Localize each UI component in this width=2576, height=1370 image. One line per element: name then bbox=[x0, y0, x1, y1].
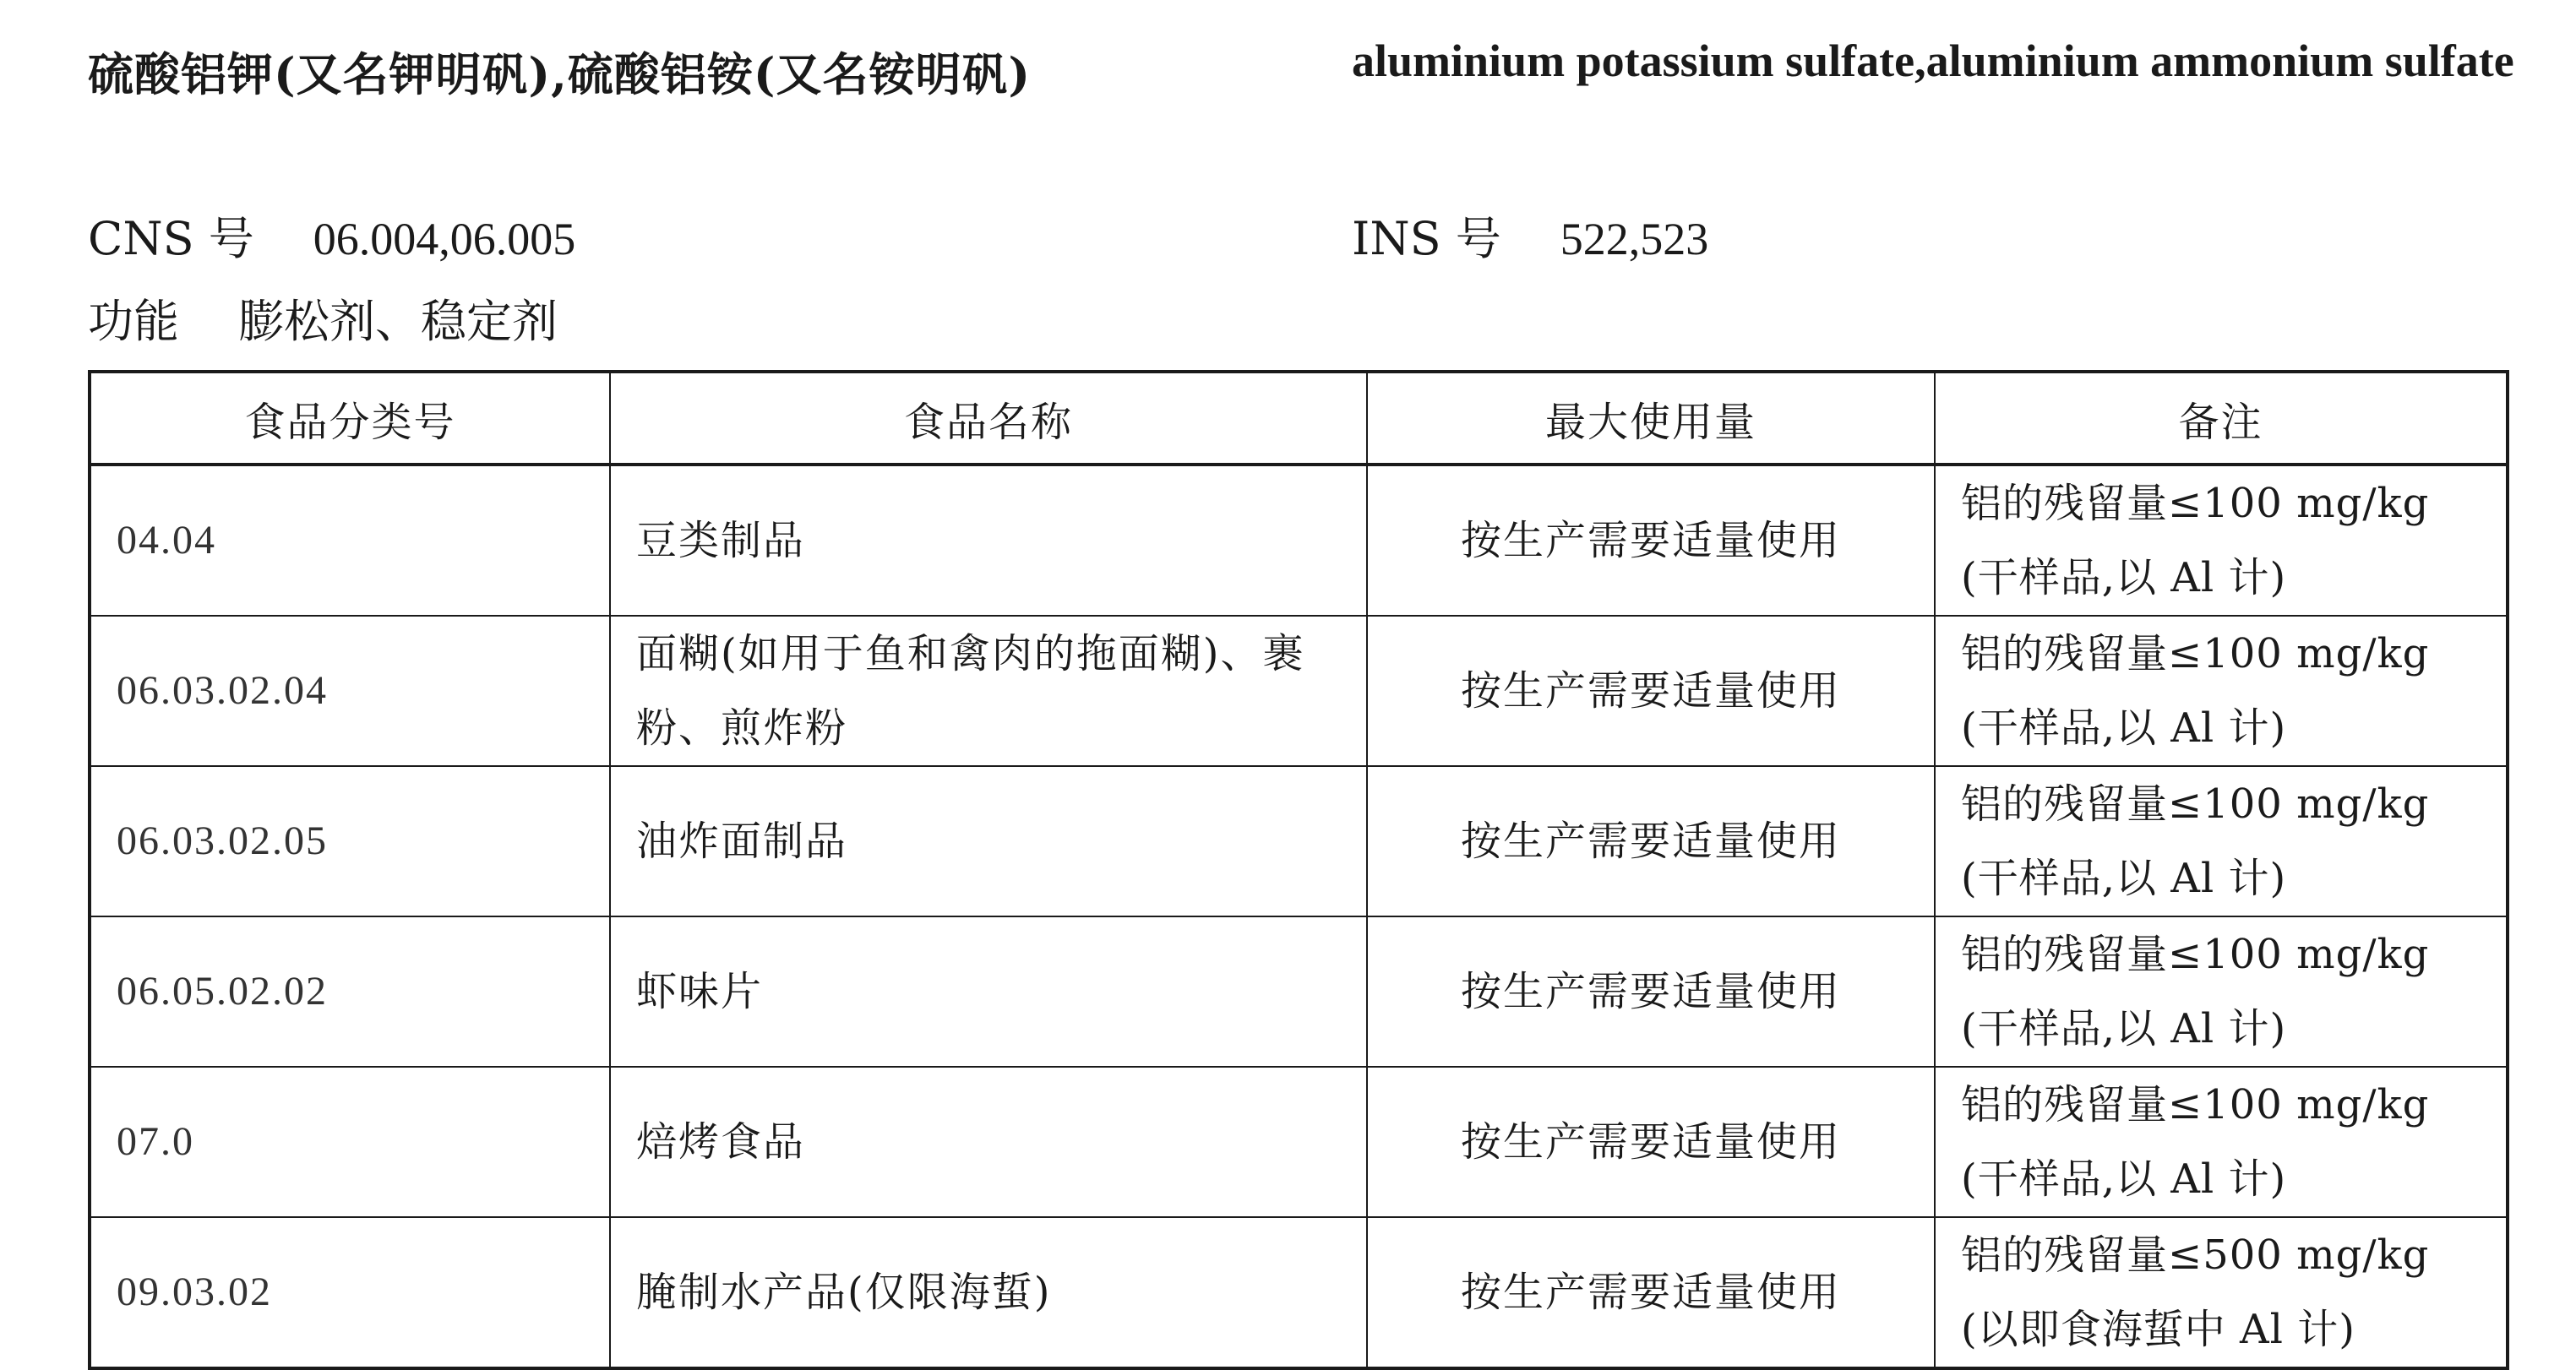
food-name: 焙烤食品 bbox=[610, 1067, 1367, 1217]
column-header-amount: 最大使用量 bbox=[1367, 372, 1935, 465]
note bbox=[1935, 916, 2508, 1067]
max-usage: 按生产需要适量使用 bbox=[1367, 616, 1935, 766]
food-category-code: 06.03.02.04 bbox=[90, 616, 610, 766]
max-usage: 按生产需要适量使用 bbox=[1367, 465, 1935, 616]
note bbox=[1935, 1217, 2508, 1368]
ins-number bbox=[1352, 203, 1708, 268]
table-row bbox=[90, 766, 2508, 916]
note-line-1: 铝的残留量≤100 mg/kg bbox=[1961, 931, 2430, 978]
note-line-2: (干样品,以 Al 计) bbox=[1961, 855, 2287, 902]
table-row bbox=[90, 916, 2508, 1067]
chinese-title: 硫酸铝钾(又名钾明矾),硫酸铝铵(又名铵明矾) bbox=[88, 47, 1031, 101]
column-header-code: 食品分类号 bbox=[90, 372, 610, 465]
function-value: 膨松剂、稳定剂 bbox=[238, 295, 558, 348]
note-line-2: (以即食海蜇中 Al 计) bbox=[1961, 1306, 2355, 1353]
function-line bbox=[88, 285, 558, 351]
note-line-2: (干样品,以 Al 计) bbox=[1961, 704, 2287, 752]
note-line-1: 铝的残留量≤100 mg/kg bbox=[1961, 780, 2430, 828]
note-line-2: (干样品,以 Al 计) bbox=[1961, 1155, 2287, 1203]
max-usage: 按生产需要适量使用 bbox=[1367, 1067, 1935, 1217]
food-category-code: 06.03.02.05 bbox=[90, 766, 610, 916]
note bbox=[1935, 616, 2508, 766]
food-category-code: 06.05.02.02 bbox=[90, 916, 610, 1067]
food-name: 腌制水产品(仅限海蜇) bbox=[610, 1217, 1367, 1368]
note-line-1: 铝的残留量≤100 mg/kg bbox=[1961, 480, 2430, 527]
cns-number bbox=[88, 203, 575, 268]
food-name: 虾味片 bbox=[610, 916, 1367, 1067]
note bbox=[1935, 766, 2508, 916]
food-category-code: 07.0 bbox=[90, 1067, 610, 1217]
column-header-note: 备注 bbox=[1935, 372, 2508, 465]
table-row bbox=[90, 465, 2508, 616]
cns-value: 06.004,06.005 bbox=[313, 214, 576, 264]
food-category-code: 09.03.02 bbox=[90, 1217, 610, 1368]
function-label: 功能 bbox=[88, 295, 179, 348]
table-header-row bbox=[90, 372, 2508, 465]
note-line-1: 铝的残留量≤100 mg/kg bbox=[1961, 630, 2430, 677]
food-name: 豆类制品 bbox=[610, 465, 1367, 616]
note-line-2: (干样品,以 Al 计) bbox=[1961, 1005, 2287, 1052]
column-header-name: 食品名称 bbox=[610, 372, 1367, 465]
english-title: aluminium potassium sulfate,aluminium ammonium sulfate bbox=[1352, 35, 2514, 86]
note-line-2: (干样品,以 Al 计) bbox=[1961, 554, 2287, 601]
table-row bbox=[90, 1217, 2508, 1368]
max-usage: 按生产需要适量使用 bbox=[1367, 766, 1935, 916]
food-category-code: 04.04 bbox=[90, 465, 610, 616]
max-usage: 按生产需要适量使用 bbox=[1367, 1217, 1935, 1368]
food-name: 油炸面制品 bbox=[610, 766, 1367, 916]
usage-table bbox=[88, 370, 2509, 1370]
max-usage: 按生产需要适量使用 bbox=[1367, 916, 1935, 1067]
table-row bbox=[90, 1067, 2508, 1217]
table-row bbox=[90, 616, 2508, 766]
ins-label: INS 号 bbox=[1352, 212, 1501, 265]
ins-value: 522,523 bbox=[1560, 214, 1709, 264]
cns-label: CNS 号 bbox=[88, 212, 254, 265]
food-name: 面糊(如用于鱼和禽肉的拖面糊)、裹粉、煎炸粉 bbox=[610, 616, 1367, 766]
note-line-1: 铝的残留量≤100 mg/kg bbox=[1961, 1081, 2430, 1128]
note bbox=[1935, 465, 2508, 616]
note-line-1: 铝的残留量≤500 mg/kg bbox=[1961, 1231, 2430, 1279]
note bbox=[1935, 1067, 2508, 1217]
